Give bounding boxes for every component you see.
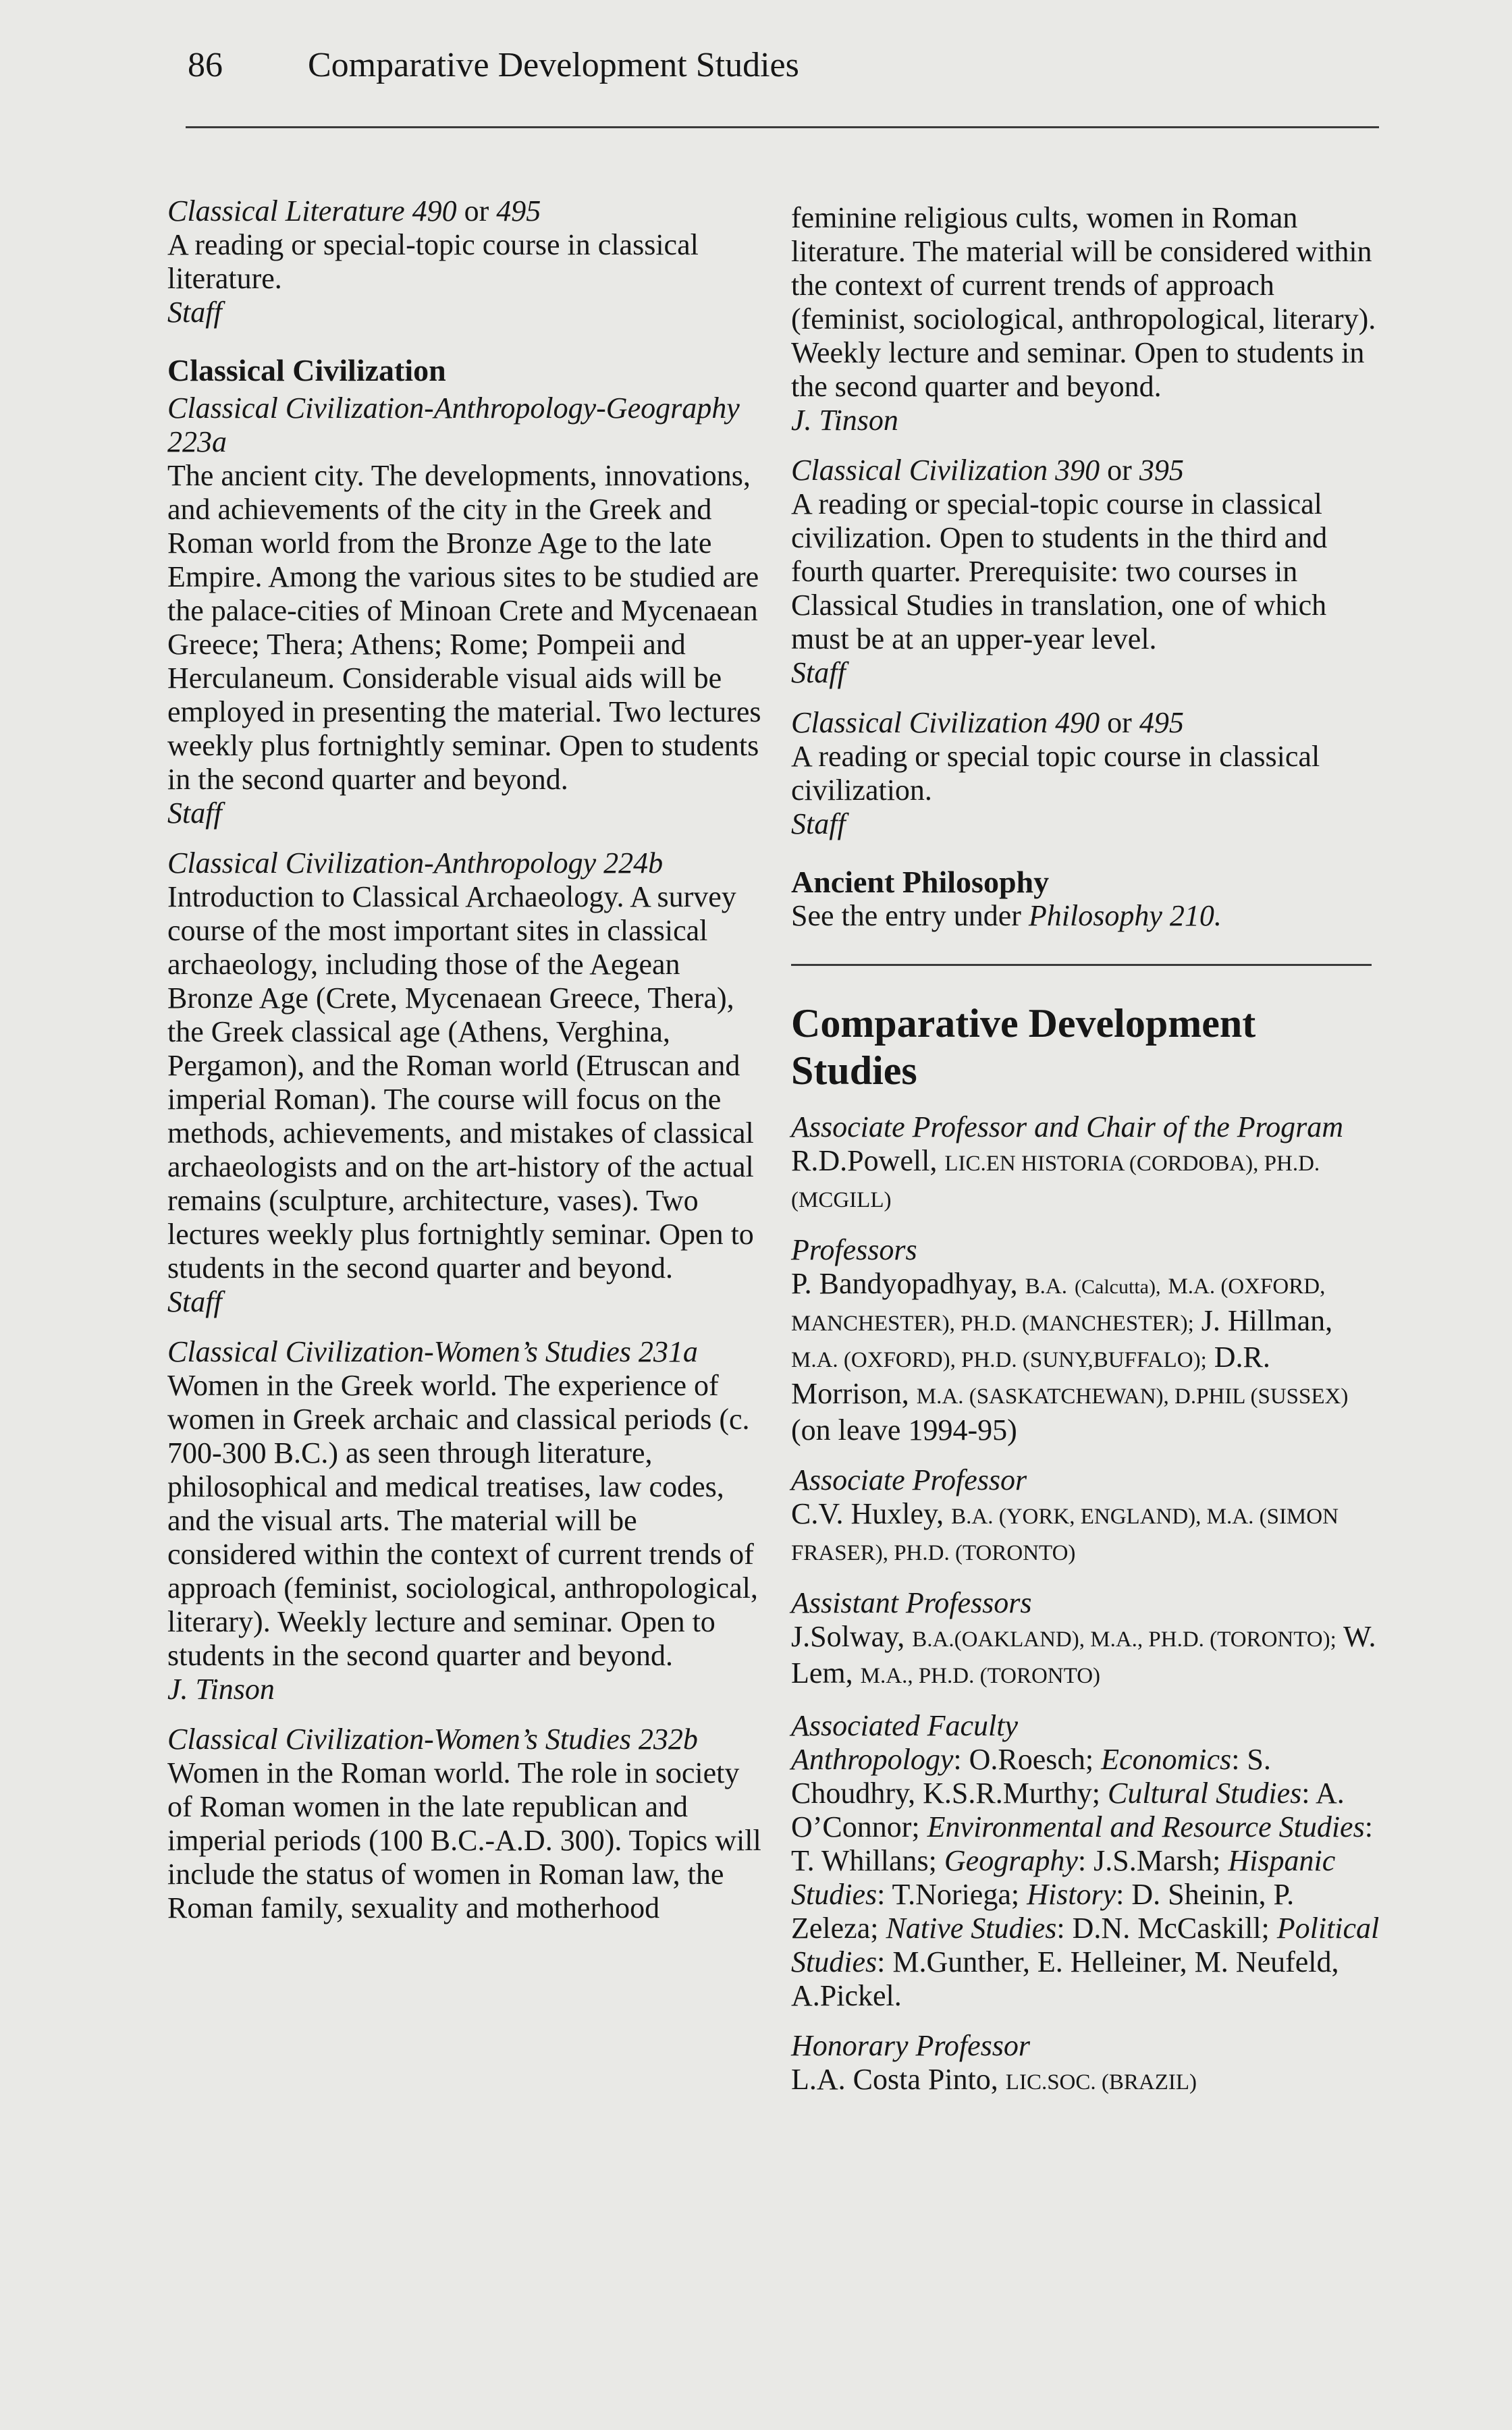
course-instructor: J. Tinson: [167, 1673, 275, 1706]
faculty-role: Assistant Professors: [791, 1586, 1032, 1619]
faculty-role: Associated Faculty: [791, 1709, 1019, 1742]
program-title: Comparative Development Studies: [791, 1001, 1256, 1093]
section-heading: Classical Civilization: [167, 353, 446, 387]
course-instructor: Staff: [167, 1285, 222, 1318]
left-column: [167, 194, 761, 1925]
course-instructor: Staff: [791, 807, 846, 840]
course-title: Classical Civilization-Anthropology 224b: [167, 846, 664, 880]
course-entry: [167, 1335, 761, 1706]
course-title: Classical Civilization 390: [791, 454, 1100, 487]
faculty-name: C.V. Huxley,: [791, 1497, 944, 1530]
right-column: [791, 201, 1385, 2099]
faculty-name: D.R. Morrison,: [791, 1341, 1270, 1410]
course-instructor: Staff: [791, 656, 846, 689]
faculty-credentials: B.A. (YORK, ENGLAND), M.A. (SIMON FRASER), PH.D. (TORONTO): [791, 1505, 1339, 1565]
course-instructor: Staff: [167, 296, 222, 329]
leave-note: (on leave 1994-95): [791, 1413, 1017, 1447]
course-title: Classical Civilization-Anthropology-Geography 223a: [167, 392, 740, 458]
faculty-role: Associate Professor: [791, 1463, 1027, 1496]
course-title: Classical Civilization-Women’s Studies 231a: [167, 1335, 698, 1368]
faculty-name: W. Lem,: [791, 1620, 1376, 1690]
faculty-professors: Professors P. Bandyopadhyay, B.A. (Calcutta), M.A. (OXFORD, MANCHESTER), PH.D. (MANCHESTER); J. Hillman, M.A. (OXFORD), PH.D. (SUNY,BUFFALO); D.R. Morrison, M.A. (SASKATCHEWAN), D.PHIL (SUSSEX) (on leave 1994-95): [791, 1233, 1385, 1447]
faculty-role: Honorary Professor: [791, 2029, 1031, 2062]
running-title: Comparative Development Studies: [308, 46, 799, 84]
cross-reference: Philosophy 210.: [1028, 899, 1222, 932]
course-entry: Classical Civilization 490 or 495 A reading or special topic course in classical civilization. Staff: [791, 706, 1385, 841]
faculty-role: Professors: [791, 1233, 917, 1266]
ancient-philosophy-entry: Ancient Philosophy See the entry under Philosophy 210.: [791, 865, 1385, 933]
course-description: Women in the Roman world. The role in society of Roman women in the late republican and imperial periods (100 B.C.-A.D. 300). Topics will include the status of women in Roman law, the Roman family, sexuality and motherhood: [167, 1756, 761, 1924]
section-heading: Ancient Philosophy: [791, 865, 1050, 899]
faculty-credentials: LIC.EN HISTORIA (CORDOBA), PH.D. (MCGILL): [791, 1152, 1320, 1212]
faculty-name: J. Hillman,: [1201, 1304, 1333, 1337]
faculty-assistant: Assistant Professors J.Solway, B.A.(OAKLAND), M.A., PH.D. (TORONTO); W. Lem, M.A., PH.D. (TORONTO): [791, 1586, 1385, 1693]
course-entry: Classical Literature 490 or 495 A reading or special-topic course in classical literature. Staff: [167, 194, 761, 329]
page-number: 86: [188, 46, 223, 84]
faculty-chair: [791, 1110, 1385, 1217]
section-divider: [791, 964, 1372, 966]
continued-description: feminine religious cults, women in Roman literature. The material will be considered within the context of current trends of approach (feminist, sociological, anthropological, literary). Weekly lecture and seminar. Open to students in the second quarter and beyond.: [791, 201, 1376, 403]
faculty-name: L.A. Costa Pinto,: [791, 2063, 998, 2096]
course-instructor: Staff: [167, 796, 222, 830]
course-entry: Classical Civilization 390 or 395 A reading or special-topic course in classical civilization. Open to students in the third and fourth quarter. Prerequisite: two courses in Classical Studies in translation, one of which must be at an upper-year level. Staff: [791, 454, 1385, 690]
course-description: A reading or special-topic course in classical civilization. Open to students in the third and fourth quarter. Prerequisite: two courses in Classical Studies in translation, one of which must be at an upper-year level.: [791, 487, 1328, 655]
faculty-associated: Associated Faculty Anthropology: O.Roesch; Economics: S. Choudhry, K.S.R.Murthy; Cultural Studies: A. O’Connor; Environmental and Resource Studies: T. Whillans; Geography: J.S.Marsh; Hispanic Studies: T.Noriega; History: D. Sheinin, P. Zeleza; Native Studies: D.N. McCaskill; Political Studies: M.Gunther, E. Helleiner, M. Neufeld, A.Pickel.: [791, 1709, 1385, 2013]
header-rule: [186, 126, 1379, 128]
faculty-honorary: [791, 2029, 1385, 2099]
faculty-associate: [791, 1463, 1385, 1570]
faculty-role: Associate Professor and Chair of the Program: [791, 1110, 1344, 1143]
course-title: Classical Civilization-Women’s Studies 232b: [167, 1723, 698, 1756]
course-description: A reading or special topic course in classical civilization.: [791, 740, 1320, 807]
course-instructor: J. Tinson: [791, 404, 898, 437]
course-description: The ancient city. The developments, innovations, and achievements of the city in the Greek and Roman world from the Bronze Age to the late Empire. Among the various sites to be studied are the palace-cities of Minoan Crete and Mycenaean Greece; Thera; Athens; Rome; Pompeii and Herculaneum. Considerable visual aids will be employed in presenting the material. Two lectures weekly plus fortnightly seminar. Open to students in the second quarter and beyond.: [167, 459, 761, 796]
faculty-name: J.Solway,: [791, 1620, 905, 1653]
course-description: Introduction to Classical Archaeology. A survey course of the most important sites in classical archaeology, including those of the Aegean Bronze Age (Crete, Mycenaean Greece, Thera), the Greek classical age (Athens, Verghina, Pergamon), and the Roman world (Etruscan and imperial Roman). The course will focus on the methods, achievements, and mistakes of classical archaeologists and on the art-history of the actual remains (sculpture, architecture, vases). Two lectures weekly plus fortnightly seminar. Open to students in the second quarter and beyond.: [167, 880, 754, 1285]
course-title: Classical Literature 490: [167, 194, 457, 227]
page-header: [188, 42, 799, 89]
course-entry: [167, 1723, 761, 1925]
faculty-credentials: LIC.SOC. (BRAZIL): [1005, 2070, 1197, 2095]
course-description: Women in the Greek world. The experience of women in Greek archaic and classical periods (c. 700-300 B.C.) as seen through literature, philosophical and medical treatises, law codes, and the visual arts. The material will be considered within the context of current trends of approach (feminist, sociological, anthropological, literary). Weekly lecture and seminar. Open to students in the second quarter and beyond.: [167, 1369, 758, 1672]
faculty-name: P. Bandyopadhyay,: [791, 1267, 1018, 1300]
course-entry: [167, 392, 761, 830]
faculty-name: R.D.Powell,: [791, 1144, 938, 1177]
course-title: Classical Civilization 490: [791, 706, 1100, 739]
course-entry: [167, 846, 761, 1319]
course-description: A reading or special-topic course in classical literature.: [167, 228, 699, 295]
